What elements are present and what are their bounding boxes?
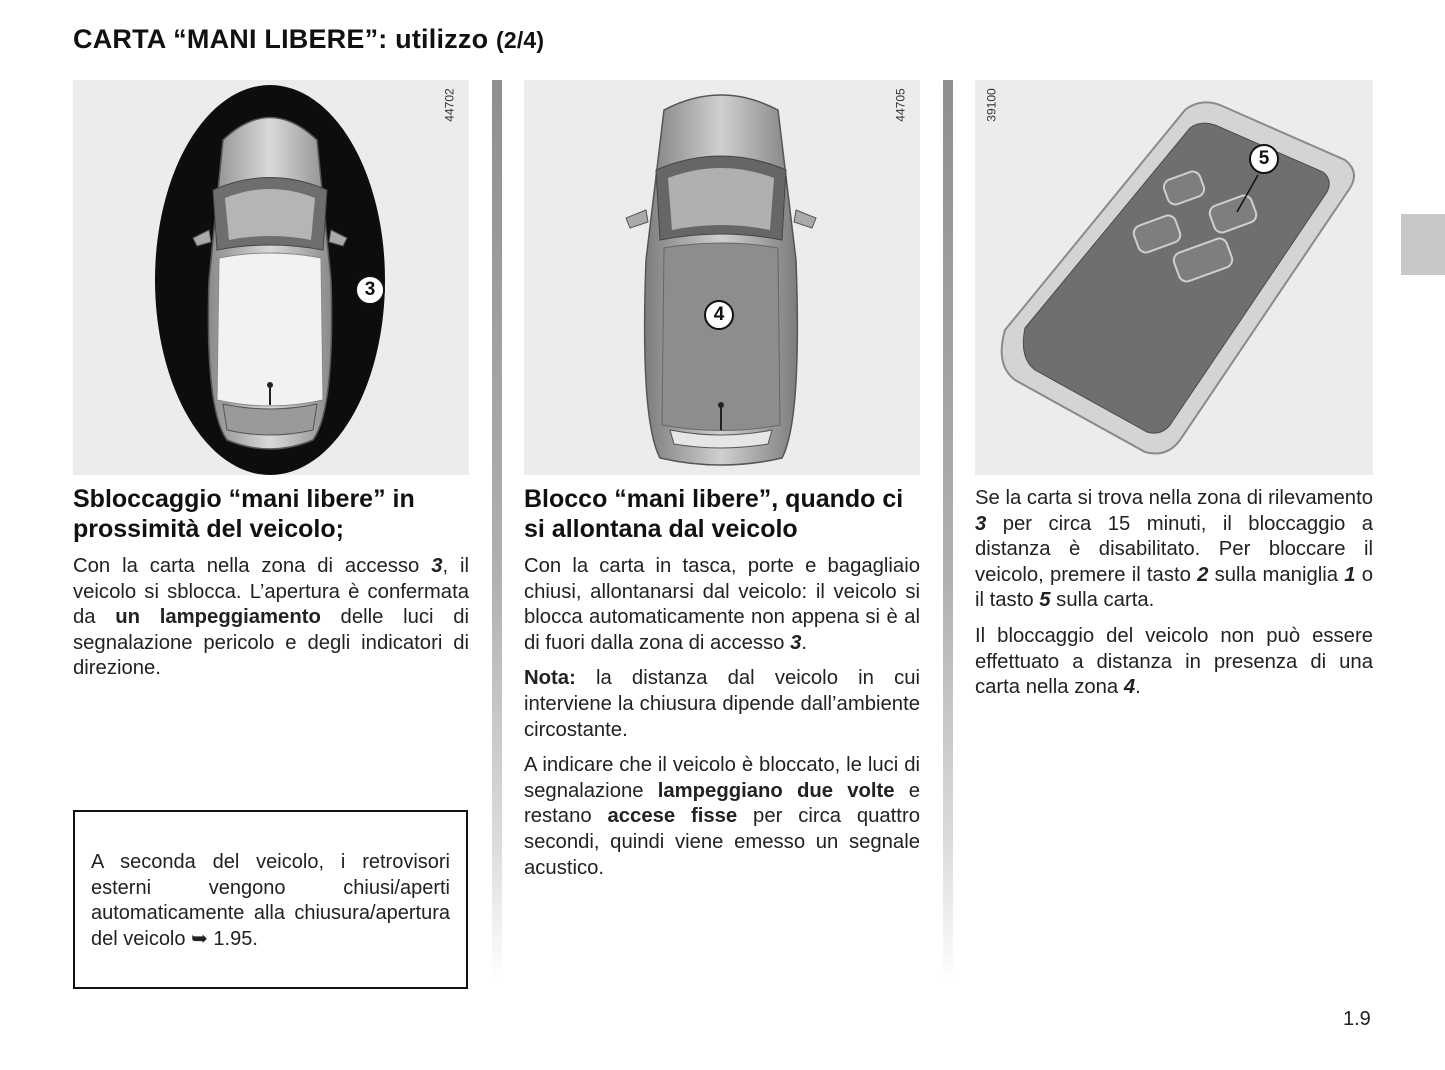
arrow-icon: ➥ xyxy=(191,927,208,950)
column-divider-right xyxy=(943,80,953,980)
column-divider-left xyxy=(492,80,502,980)
car-top-view-zone-illustration xyxy=(73,80,469,475)
page-number: 1.9 xyxy=(1343,1008,1371,1030)
paragraph-note: Nota: la distanza dal veicolo in cui interviene la chiusura dipende dall’ambiente circostante. xyxy=(524,667,920,741)
figure-lock-zone xyxy=(524,80,920,475)
figure-unlock-zone xyxy=(73,80,469,475)
page-title-part: (2/4) xyxy=(495,27,545,53)
callout-zone-3: 3 xyxy=(355,275,385,305)
paragraph-card-in-zone: Il bloccaggio del veicolo non può essere effettuato a distanza in presenza di una carta nella zona 4. xyxy=(975,624,1373,699)
callout-zone-4: 4 xyxy=(704,300,734,330)
paragraph-detection: Se la carta si trova nella zona di rilevamento 3 per circa 15 minuti, il bloccaggio a distanza è disabilitato. Per bloccare il veicolo, premere il tasto 2 sulla maniglia 1 o il tasto 5 sulla carta. xyxy=(975,487,1373,612)
page-title-main: CARTA “MANI LIBERE”: utilizzo xyxy=(73,24,489,54)
page-title xyxy=(73,24,544,55)
section-heading-lock: Blocco “mani libere”, quando ci si allontana dal veicolo xyxy=(524,485,904,543)
paragraph-unlock: Con la carta nella zona di accesso 3, il veicolo si sblocca. L’apertura è confermata da un lampeggiamento delle luci di segnalazione pericolo e degli indicatori di direzione. xyxy=(73,555,470,680)
section-heading-unlock: Sbloccaggio “mani libere” in prossimità del veicolo; xyxy=(73,485,415,543)
figure-key-card xyxy=(975,80,1373,475)
column-detection xyxy=(975,486,1373,711)
column-unlock xyxy=(73,484,469,692)
paragraph-lock: Con la carta in tasca, porte e bagagliaio chiusi, allontanarsi dal veicolo: il veicolo si blocca automaticamente non appena si è al di fuori dalla zona di accesso 3. xyxy=(524,555,920,654)
page-reference: 1.95. xyxy=(213,927,258,950)
figure-reference-number: 44702 xyxy=(442,88,457,122)
column-lock xyxy=(524,484,920,891)
paragraph-lock-indication: A indicare che il veicolo è bloccato, le luci di segnalazione lampeggiano due volte e restano accese fisse per circa quattro secondi, quindi viene emesso un segnale acustico. xyxy=(524,754,920,879)
note-box-mirrors xyxy=(73,810,468,989)
car-top-view-lock-illustration xyxy=(524,80,920,475)
figure-reference-number: 44705 xyxy=(893,88,908,122)
section-tab xyxy=(1401,214,1445,275)
key-card-illustration xyxy=(975,80,1373,475)
callout-button-5: 5 xyxy=(1249,144,1279,174)
figure-reference-number: 39100 xyxy=(984,88,999,122)
note-text: A seconda del veicolo, i retrovisori esterni vengono chiusi/aperti automaticamente alla chiusura/apertura del veicolo ➥ 1.95. xyxy=(91,851,450,950)
